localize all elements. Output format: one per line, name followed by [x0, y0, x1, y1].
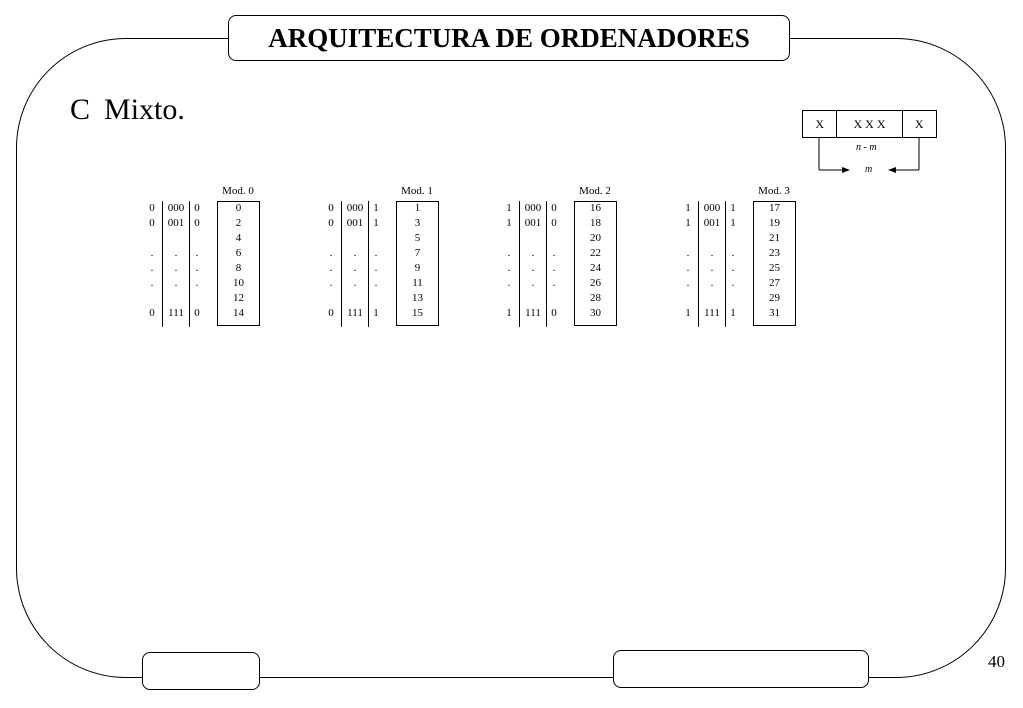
table-cell: . — [174, 247, 178, 259]
table-cell: 15 — [412, 307, 423, 319]
table-cell: 0 — [328, 202, 334, 214]
table-cell: . — [710, 262, 714, 274]
table-cell: 31 — [769, 307, 780, 319]
footer-right-box — [613, 650, 869, 688]
page-title — [228, 15, 790, 61]
table-cell: 27 — [769, 277, 780, 289]
table-cell: 28 — [590, 292, 601, 304]
address-format-row — [802, 110, 937, 138]
table-cell: . — [531, 262, 535, 274]
table-cell: 1 — [414, 202, 421, 214]
table-cell: . — [552, 262, 556, 274]
table-cell: 000 — [167, 202, 185, 214]
table-cell: 0 — [551, 217, 557, 229]
table-cell: . — [174, 277, 178, 289]
table-cell: 9 — [414, 262, 421, 274]
module-title: Mod. 0 — [222, 185, 254, 197]
address-bit-cell: X — [815, 116, 825, 131]
table-cell: . — [195, 262, 199, 274]
table-cell: . — [686, 277, 690, 289]
table-cell: 12 — [233, 292, 244, 304]
table-cell: . — [329, 277, 333, 289]
table-cell: 001 — [524, 217, 542, 229]
table-cell: . — [174, 262, 178, 274]
table-cell: 0 — [194, 202, 200, 214]
table-cell: . — [353, 247, 357, 259]
table-cell: 17 — [769, 202, 780, 214]
table-cell: 1 — [685, 202, 691, 214]
address-bits-cell: X X X — [836, 111, 901, 137]
label-m: m — [865, 164, 873, 175]
bullet-heading — [70, 93, 185, 127]
table-cell: 1 — [373, 307, 379, 319]
column-divider — [162, 201, 163, 327]
table-cell: . — [353, 277, 357, 289]
table-cell: . — [329, 247, 333, 259]
label-n-minus-m: n - m — [856, 142, 877, 153]
table-cell: 111 — [168, 307, 184, 319]
table-cell: 1 — [506, 202, 512, 214]
table-cell: 111 — [525, 307, 541, 319]
table-cell: . — [374, 277, 378, 289]
column-divider — [341, 201, 342, 327]
table-cell: . — [552, 247, 556, 259]
page-number: 40 — [988, 652, 1005, 671]
table-cell: . — [531, 247, 535, 259]
table-cell: 000 — [524, 202, 542, 214]
table-cell: . — [195, 247, 199, 259]
table-cell: 1 — [730, 307, 736, 319]
table-cell: . — [150, 247, 154, 259]
table-cell: 20 — [590, 232, 601, 244]
table-cell: 30 — [590, 307, 601, 319]
table-cell: 22 — [590, 247, 601, 259]
table-cell: . — [150, 262, 154, 274]
table-cell: . — [507, 277, 511, 289]
table-cell: . — [731, 277, 735, 289]
footer-left-box — [142, 652, 260, 690]
table-cell: . — [374, 247, 378, 259]
table-cell: . — [686, 247, 690, 259]
table-cell: . — [374, 262, 378, 274]
table-cell: 19 — [769, 217, 780, 229]
address-bit-cell: X — [902, 111, 936, 137]
table-cell: 21 — [769, 232, 780, 244]
table-cell: 1 — [685, 307, 691, 319]
module-title: Mod. 2 — [579, 185, 611, 197]
table-cell: 111 — [704, 307, 720, 319]
table-cell: 3 — [414, 217, 421, 229]
module-title: Mod. 3 — [758, 185, 790, 197]
table-cell: 8 — [235, 262, 242, 274]
table-cell: 25 — [769, 262, 780, 274]
column-divider — [519, 201, 520, 327]
table-cell: 0 — [235, 202, 242, 214]
table-cell: . — [353, 262, 357, 274]
table-cell: . — [552, 277, 556, 289]
table-cell: 23 — [769, 247, 780, 259]
table-cell: 29 — [769, 292, 780, 304]
table-cell: 001 — [167, 217, 185, 229]
table-cell: 26 — [590, 277, 601, 289]
address-format-diagram — [802, 110, 937, 175]
table-cell: 0 — [328, 307, 334, 319]
table-cell: . — [507, 262, 511, 274]
table-cell: 2 — [235, 217, 242, 229]
column-divider — [698, 201, 699, 327]
table-cell: 000 — [703, 202, 721, 214]
table-cell: . — [150, 277, 154, 289]
table-cell: 000 — [346, 202, 364, 214]
table-cell: 0 — [194, 307, 200, 319]
table-cell: 5 — [414, 232, 421, 244]
table-cell: 1 — [685, 217, 691, 229]
table-cell: 7 — [414, 247, 421, 259]
page-title-text: ARQUITECTURA DE ORDENADORES — [268, 22, 750, 53]
table-cell: 6 — [235, 247, 242, 259]
table-cell: 0 — [551, 307, 557, 319]
table-cell: . — [329, 262, 333, 274]
table-cell: 0 — [149, 202, 155, 214]
table-cell: 24 — [590, 262, 601, 274]
table-cell: 1 — [730, 202, 736, 214]
table-cell: . — [731, 262, 735, 274]
table-cell: 0 — [194, 217, 200, 229]
table-cell: 13 — [412, 292, 423, 304]
bullet-letter: C — [70, 93, 91, 126]
table-cell: 10 — [233, 277, 244, 289]
table-cell: 1 — [373, 217, 379, 229]
table-cell: 0 — [149, 217, 155, 229]
table-cell: 111 — [347, 307, 363, 319]
table-cell: 001 — [703, 217, 721, 229]
table-cell: 0 — [328, 217, 334, 229]
table-cell: 1 — [730, 217, 736, 229]
table-cell: 11 — [412, 277, 423, 289]
table-cell: 16 — [590, 202, 601, 214]
table-cell: . — [731, 247, 735, 259]
table-cell: 18 — [590, 217, 601, 229]
table-cell: . — [710, 277, 714, 289]
table-cell: . — [531, 277, 535, 289]
table-cell: . — [507, 247, 511, 259]
table-cell: . — [686, 262, 690, 274]
module-title: Mod. 1 — [401, 185, 433, 197]
table-cell: 4 — [235, 232, 242, 244]
table-cell: 0 — [149, 307, 155, 319]
table-cell: 14 — [233, 307, 244, 319]
table-cell: . — [710, 247, 714, 259]
table-cell: 0 — [551, 202, 557, 214]
table-cell: . — [195, 277, 199, 289]
table-cell: 1 — [506, 307, 512, 319]
table-cell: 001 — [346, 217, 364, 229]
bullet-text: Mixto. — [104, 93, 185, 126]
table-cell: 1 — [373, 202, 379, 214]
table-cell: 1 — [506, 217, 512, 229]
